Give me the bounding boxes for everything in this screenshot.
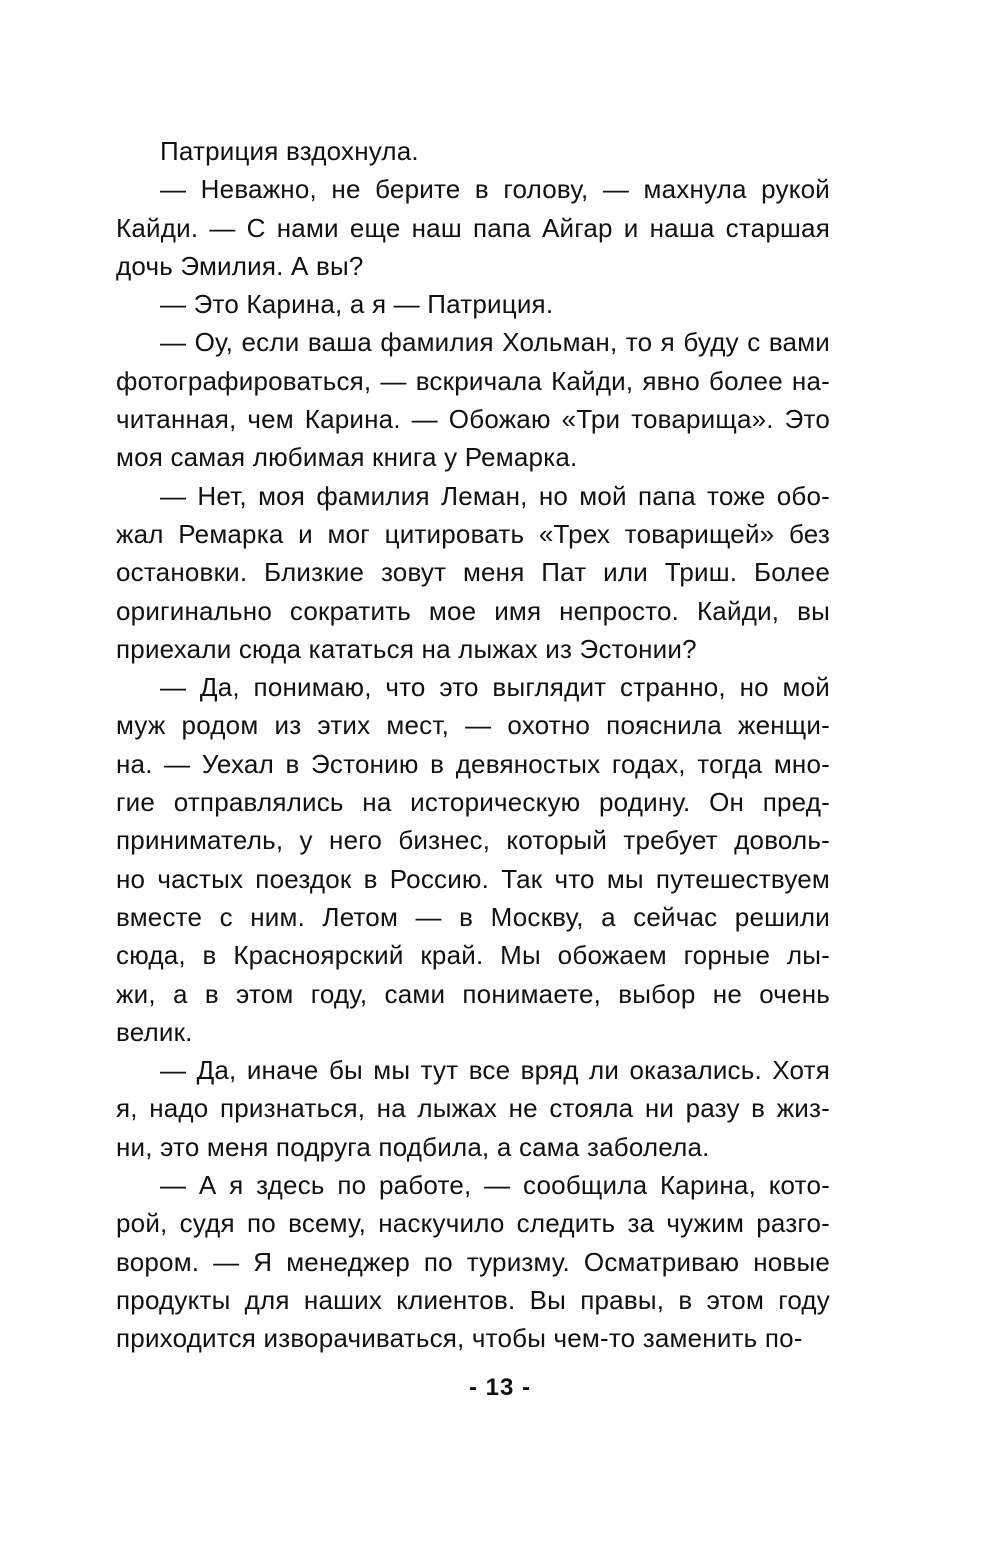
text-line: моя самая любимая книга у Ремарка. <box>116 442 578 473</box>
text-line: гие отправлялись на историческую родину. Он пред- <box>116 787 830 818</box>
text-line: рой, судя по всему, наскучило следить за чужим разго- <box>116 1208 830 1239</box>
text-line: — Это Карина, а я — Патриция. <box>160 289 554 320</box>
text-line: но частых поездок в Россию. Так что мы путешествуем <box>116 863 830 894</box>
text-line: фотографироваться, — вскричала Кайди, явно более на- <box>116 365 830 396</box>
paragraph <box>116 132 830 170</box>
page-number: - 13 - <box>468 1374 531 1401</box>
text-line: на. — Уехал в Эстонию в девяностых годах, тогда мно- <box>116 748 830 779</box>
text-line: велик. <box>116 1016 193 1047</box>
text-line: дочь Эмилия. А вы? <box>116 250 364 281</box>
paragraph <box>116 170 830 285</box>
text-line: остановки. Близкие зовут меня Пат или Триш. Более <box>116 557 830 588</box>
text-line: Патриция вздохнула. <box>160 136 419 166</box>
text-line: сюда, в Красноярский край. Мы обожаем горные лы- <box>116 940 830 971</box>
text-line: Кайди. — С нами еще наш папа Айгар и наша старшая <box>116 212 830 243</box>
text-line: — Неважно, не берите в голову, — махнула рукой <box>160 174 830 205</box>
text-line: — Да, иначе бы мы тут все вряд ли оказались. Хотя <box>160 1055 830 1086</box>
text-line: приниматель, у него бизнес, который требует доволь- <box>116 825 830 856</box>
text-line: жал Ремарка и мог цитировать «Трех товарищей» без <box>116 518 830 549</box>
text-line: — Нет, моя фамилия Леман, но мой папа тоже обо- <box>160 480 830 511</box>
text-line: жи, а в этом году, сами понимаете, выбор не очень <box>116 978 830 1009</box>
text-line: приходится изворачиваться, чтобы чем-то заменить по- <box>116 1323 803 1354</box>
text-line: читанная, чем Карина. — Обожаю «Три товарища». Это <box>116 404 830 435</box>
text-line: — Да, понимаю, что это выглядит странно, но мой <box>160 672 830 703</box>
paragraph <box>116 323 830 476</box>
text-line: — А я здесь по работе, — сообщила Карина, кото- <box>160 1170 830 1201</box>
text-line: — Оу, если ваша фамилия Хольман, то я буду с вами <box>160 327 830 358</box>
text-line: вором. — Я менеджер по туризму. Осматриваю новые <box>116 1246 830 1277</box>
paragraph <box>116 285 830 323</box>
text-line: вместе с ним. Летом — в Москву, а сейчас решили <box>116 901 830 932</box>
text-line: оригинально сократить мое имя непросто. Кайди, вы <box>116 595 830 626</box>
text-line: приехали сюда кататься на лыжах из Эстонии? <box>116 633 697 664</box>
text-line: продукты для наших клиентов. Вы правы, в этом году <box>116 1284 830 1315</box>
text-line: муж родом из этих мест, — охотно пояснила женщи- <box>116 710 830 741</box>
paragraph <box>116 1051 830 1166</box>
text-line: ни, это меня подруга подбила, а сама заболела. <box>116 1131 710 1162</box>
paragraph <box>116 477 830 668</box>
paragraph <box>116 1166 830 1357</box>
text-block <box>116 132 830 1358</box>
text-line: я, надо признаться, на лыжах не стояла ни разу в жиз- <box>116 1093 830 1124</box>
paragraph <box>116 668 830 1051</box>
